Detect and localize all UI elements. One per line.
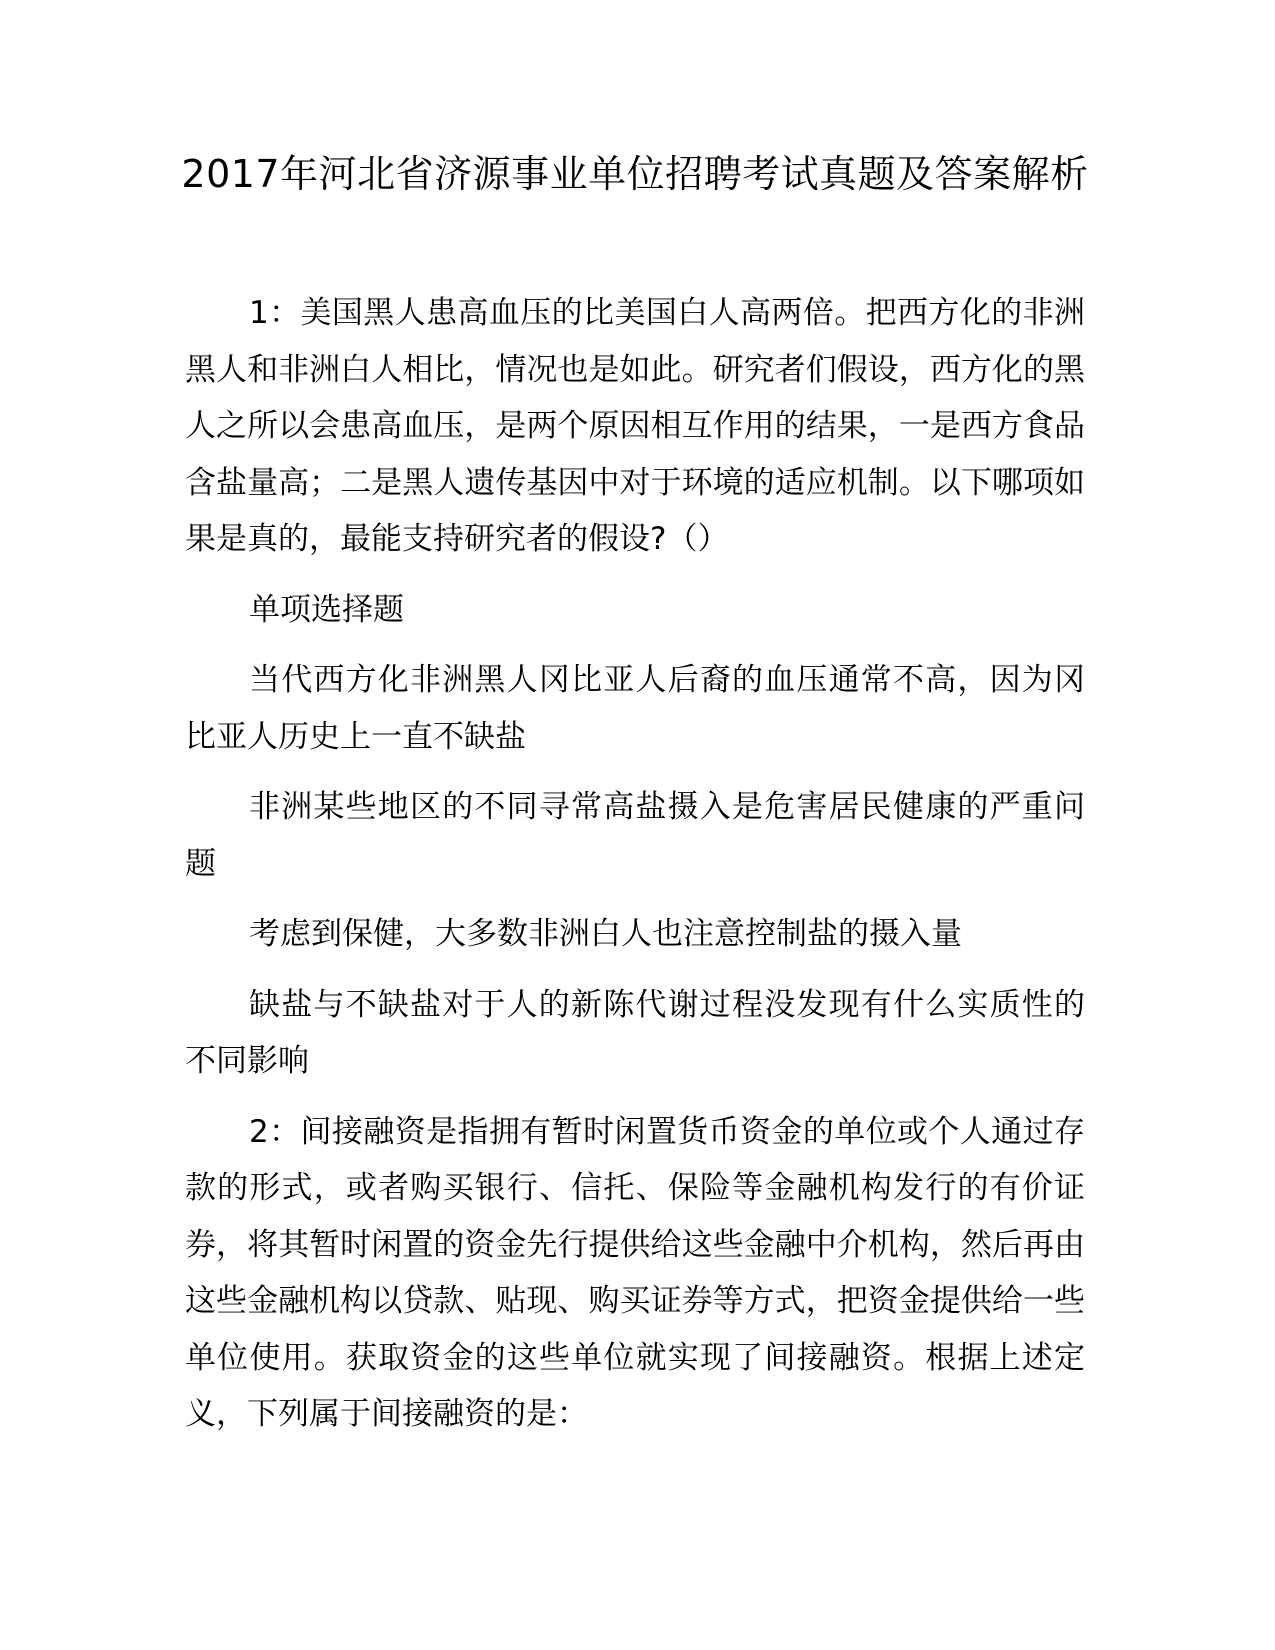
document-body <box>185 285 1085 1457</box>
question-1-option-3: 考虑到保健，大多数非洲白人也注意控制盐的摄入量 <box>249 916 962 952</box>
question-1-stem: 1：美国黑人患高血压的比美国白人高两倍。把西方化的非洲黑人和非洲白人相比，情况也是如此。研究者们假设，西方化的黑人之所以会患高血压，是两个原因相互作用的结果，一是西方食品含盐量高；二是黑人遗传基因中对于环境的适应机制。以下哪项如果是真的，最能支持研究者的假设?（） <box>185 295 1085 557</box>
question-2-stem: 2：间接融资是指拥有暂时闲置货币资金的单位或个人通过存款的形式，或者购买银行、信托、保险等金融机构发行的有价证券，将其暂时闲置的资金先行提供给这些金融中介机构，然后再由这些金融机构以贷款、贴现、购买证券等方式，把资金提供给一些单位使用。获取资金的这些单位就实现了间接融资。根据上述定义，下列属于间接融资的是： <box>185 1113 1085 1432</box>
question-1-option-1: 当代西方化非洲黑人冈比亚人后裔的血压通常不高，因为冈比亚人历史上一直不缺盐 <box>185 662 1085 755</box>
document-title: 2017年河北省济源事业单位招聘考试真题及答案解析 <box>181 152 1089 196</box>
question-1-option-4: 缺盐与不缺盐对于人的新陈代谢过程没发现有什么实质性的不同影响 <box>185 986 1085 1079</box>
question-1-type: 单项选择题 <box>249 591 404 628</box>
question-1-option-2: 非洲某些地区的不同寻常高盐摄入是危害居民健康的严重问题 <box>185 789 1085 882</box>
